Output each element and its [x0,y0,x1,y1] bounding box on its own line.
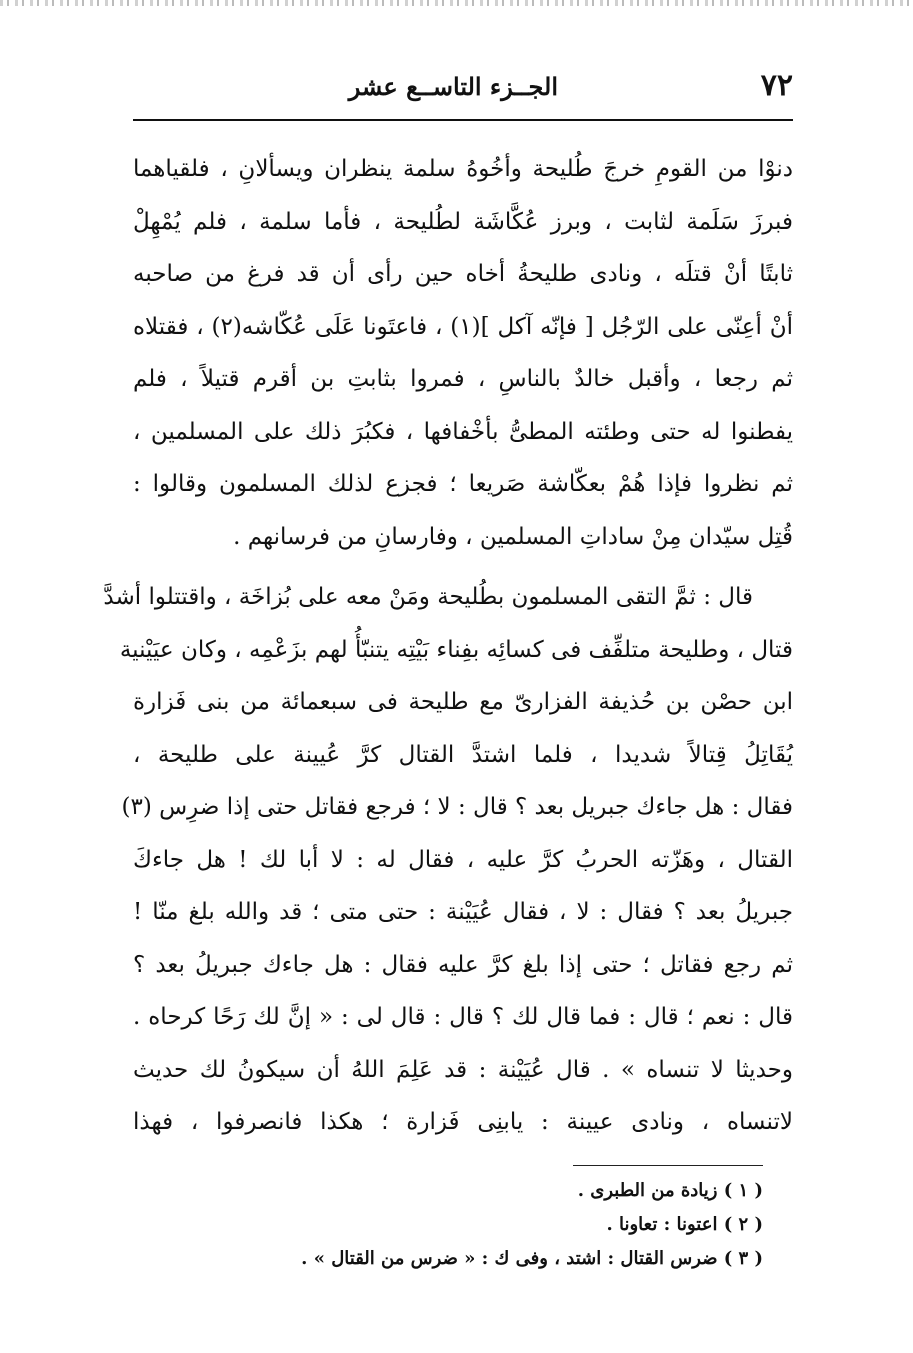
text-line: يفطنوا له حتى وطئته المطىُّ بأخْفافها ، فكبُرَ ذلك على المسلمين ، [133,418,793,445]
text-line: لاتنساه ، ونادى عيينة : يابنِى فَزارة ؛ هكذا فانصرفوا ، فهذا [133,1109,793,1135]
header-rule [133,119,793,121]
text-line: فبرزَ سَلَمة لثابت ، وبرز عُكَّاشَة لطُليحة ، فأما سلمة ، فلم يُمْهِلْ [133,208,793,235]
text-line: وحديثا لا تنساه » . قال عُيَيْنة : قد عَلِمَ اللهُ أن سيكونُ لك حديث [133,1056,793,1083]
footnote-3: ( ٣ ) ضرس القتال : اشتد ، وفى ك : « ضرس من القتال » . [301,1248,763,1269]
text-line: ابن حصْن بن حُذيفة الفزارىّ مع طليحة فى سبعمائة من بنى فَزارة [133,689,793,715]
page-header [133,66,793,110]
text-line: ثم نظروا فإذا هُمْ بعكّاشة صَريعا ؛ فجزع لذلك المسلمون وقالوا : [133,471,793,497]
text-line: قتال ، وطليحة متلفِّف فى كسائِه بفِناء بَيْتِه يتنبّأُ لهم بزَعْمِه ، وكان عيَيْنية [119,636,793,663]
paragraph-1 [133,143,793,563]
text-line: ثم رجع فقاتل ؛ حتى إذا بلغ كرَّ عليه فقال : هل جاءك جبريلُ بعد ؟ [133,951,793,978]
text-line: قال : نعم ؛ قال : فما قال لك ؟ قال : قال لى : « إنَّ لك رَحًا كرحاه . [133,1004,793,1030]
footnote-2: ( ٢ ) اعتونا : تعاونا . [606,1214,763,1235]
paragraph-2 [103,571,793,1149]
footnote-1: ( ١ ) زيادة من الطبرى . [577,1180,763,1201]
footnote-rule [573,1165,763,1166]
running-head: الجــزء التاســع عشر [348,72,558,101]
text-line: فقال : هل جاءك جبريل بعد ؟ قال : لا ؛ فرجع فقاتل حتى إذا ضرِس (٣) [121,794,793,820]
text-line: ثم رجعا ، وأقبل خالدٌ بالناسِ ، فمروا بثابتِ بن أقرم قتيلاً ، فلم [133,366,793,392]
text-line: يُقَاتِلُ قِتالاً شديدا ، فلما اشتدَّ القتال كرَّ عُيينة على طليحة ، [133,741,793,768]
text-line: جبريلُ بعد ؟ فقال : لا ، فقال عُيَيْنة : حتى متى ؛ قد والله بلغ منّا ! [133,899,793,925]
text-line: القتال ، وهَزّته الحربُ كرَّ عليه ، فقال له : لا أبا لك ! هل جاءكَ [133,846,793,873]
text-line: قال : ثمَّ التقى المسلمون بطُليحة ومَنْ معه على بُزاخَة ، واقتتلوا أشدَّ [103,584,753,610]
text-line: قُتِل سيّدان مِنْ ساداتِ المسلمين ، وفارسانِ من فرسانهم . [233,523,793,550]
scan-edge-noise [0,0,913,6]
body-text [103,143,793,1149]
footnotes [260,1174,763,1276]
text-line: دنوْا من القومِ خرجَ طُليحة وأخُوهُ سلمة ينظران ويسألانِ ، فلقياهما [133,156,793,182]
page-number: ٧٢ [760,68,793,103]
text-line: ثابتًا أنْ قتلَه ، ونادى طليحةُ أخاه حين رأى أن قد فرغ من صاحبه [133,261,793,287]
text-line: أنْ أعِنّى على الرّجُل [ فإنّه آكل ](١) ، فاعتَونا عَلَى عُكّاشه(٢) ، فقتلاه [133,313,793,340]
